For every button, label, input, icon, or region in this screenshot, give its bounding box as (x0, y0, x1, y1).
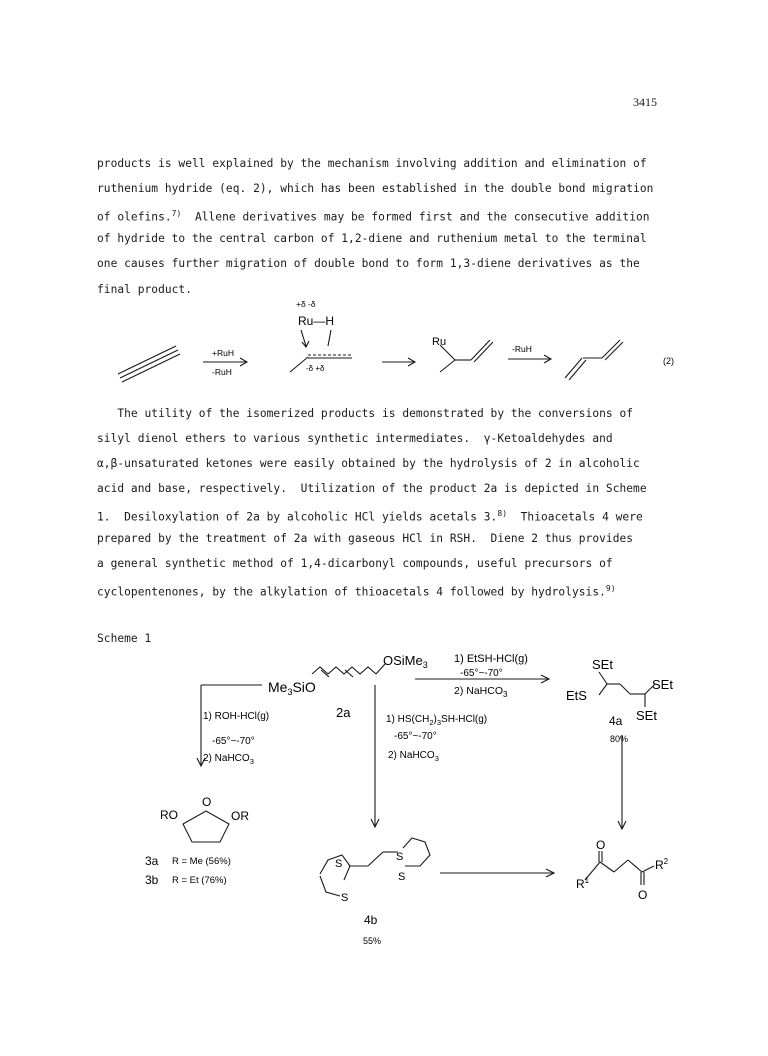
set-top: SEt (592, 657, 613, 672)
para2-line-8a: cyclopentenones, by the alkylation of thioacetals 4 followed by hydrolysis. (97, 585, 606, 599)
reference-7: 7) (171, 209, 182, 218)
compound-2a-label: 2a (336, 705, 351, 720)
para1-line-1: products is well explained by the mechanism involving addition and elimination of (97, 157, 647, 170)
scheme-title: Scheme 1 (97, 632, 152, 645)
set-right: SEt (652, 677, 673, 692)
para2-line-3: α,β-unsaturated ketones were easily obtained by the hydrolysis of 2 in alcoholic (97, 457, 640, 470)
r-me-yield: R = Me (56%) (172, 856, 231, 867)
acetal-ro: RO (160, 808, 178, 822)
page-number: 3415 (633, 95, 657, 109)
top-condition-1: 1) EtSH-HCl(g) (454, 653, 528, 665)
para1-line-6: final product. (97, 283, 192, 296)
para1-line-4: of hydride to the central carbon of 1,2-diene and ruthenium metal to the terminal (97, 232, 647, 245)
para2-line-4: acid and base, respectively. Utilization of the product 2a is depicted in Scheme (97, 482, 647, 495)
acetal-ring-o: O (202, 795, 212, 809)
para1-line-5: one causes further migration of double bond to form 1,3-diene derivatives as the (97, 257, 640, 270)
start-me3sio: $Me_3SiO$ (268, 679, 316, 697)
start-osime3: OSiMe$_3$ (383, 653, 428, 670)
dithiane-s2: S (341, 892, 349, 904)
para2-line-5b: Thioacetals 4 were (507, 510, 643, 524)
reference-9: 9) (605, 584, 616, 593)
compound-3a-label: 3a (145, 854, 159, 868)
para2-line-8 (97, 576, 707, 605)
minus-ruh-label: -RuH (212, 367, 232, 377)
dithiane-s3: S (396, 851, 404, 863)
left-condition-3: 2) NaHCO$_3$ (203, 753, 254, 766)
diketone-o-bottom: O (638, 888, 648, 902)
mid-condition-1: 1) $HS(CH_2)_3SH-HCl(g)$ (386, 714, 488, 727)
diketone-r1: $R^1$ (576, 876, 590, 891)
para1-line-3b: Allene derivatives may be formed first and the consecutive addition (181, 210, 650, 224)
minus-ruh-label-2: -RuH (512, 344, 532, 354)
para2-line-5a: 1. Desiloxylation of 2a by alcoholic HCl yields acetals 3. (97, 510, 498, 524)
yield-4a: 80% (610, 734, 629, 744)
mid-condition-3: 2) NaHCO$_3$ (388, 750, 439, 763)
mid-condition-2: -65°~-70° (394, 731, 437, 742)
para2-line-2: silyl dienol ethers to various synthetic intermediates. γ-Ketoaldehydes and (97, 432, 613, 445)
para1-line-2: ruthenium hydride (eq. 2), which has been established in the double bond migration (97, 182, 654, 195)
add-ruh-label: +RuH (212, 348, 234, 358)
reference-8: 8) (497, 509, 508, 518)
diketone-o-top: O (596, 838, 606, 852)
yield-4b: 55% (363, 936, 382, 946)
ets-left: EtS (566, 688, 587, 703)
top-condition-3: 2) NaHCO$_3$ (454, 685, 508, 699)
diketone-r2: $R^2$ (655, 857, 669, 872)
left-condition-1: 1) ROH-HCl(g) (203, 711, 270, 722)
equation-number: (2) (663, 356, 674, 366)
ru-label: Ru (432, 336, 447, 348)
r-et-yield: R = Et (76%) (172, 875, 227, 886)
top-condition-2: -65°~-70° (460, 668, 503, 679)
dithiane-s4: S (398, 871, 406, 883)
para2-line-7: a general synthetic method of 1,4-dicarbonyl compounds, useful precursors of (97, 557, 613, 570)
dithiane-s1: S (335, 858, 343, 870)
equation-2-diagram (0, 0, 768, 400)
partial-charge-bottom: -δ +δ (306, 364, 325, 373)
para2-line-1: The utility of the isomerized products is demonstrated by the conversions of (97, 407, 634, 420)
para1-line-3a: of olefins. (97, 210, 172, 224)
acetal-or: OR (231, 809, 249, 823)
set-bottom: SEt (636, 708, 657, 723)
compound-3b-label: 3b (145, 873, 159, 887)
left-condition-2: -65°~-70° (212, 736, 255, 747)
para2-line-6: prepared by the treatment of 2a with gaseous HCl in RSH. Diene 2 thus provides (97, 532, 634, 545)
compound-4b-label: 4b (364, 913, 378, 927)
compound-4a-label: 4a (609, 714, 623, 728)
ru-h-label: Ru—H (298, 314, 335, 328)
partial-charge-top: +δ -δ (296, 299, 316, 309)
